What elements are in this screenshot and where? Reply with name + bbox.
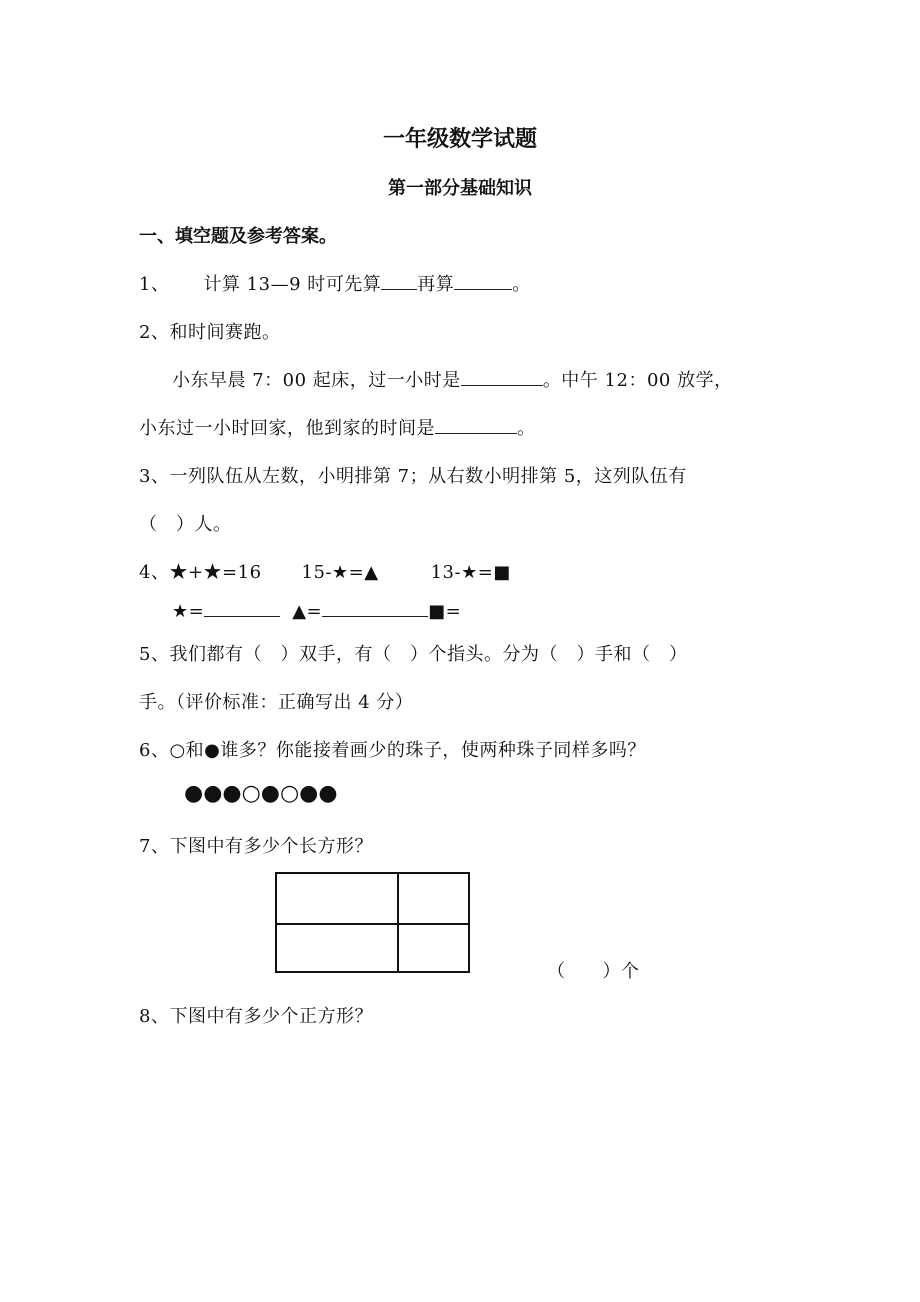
question-7-line: 7、下图中有多少个长方形？ [139, 836, 373, 857]
bead-row: ●●●○●○●● [184, 781, 338, 806]
question-4-number: 4、 [139, 562, 170, 583]
question-2-line-1 [172, 366, 733, 392]
question-5-line-1: 5、我们都有（ ）双手，有（ ）个指头。分为（ ）手和（ ） [139, 644, 688, 665]
page-title: 一年级数学试题 [382, 127, 537, 152]
answer-blank[interactable] [435, 415, 517, 434]
triangle-answer-label: ▲= [292, 601, 323, 622]
question-1-text-b: 再算 [417, 274, 455, 295]
equation-2: 15-★=▲ [301, 562, 379, 583]
triangle-answer-blank[interactable] [322, 598, 428, 617]
question-4-answers [172, 598, 461, 622]
question-2-heading: 2、和时间赛跑。 [139, 322, 281, 343]
rectangle-figure [275, 872, 470, 973]
question-1-number: 1、 [139, 274, 170, 295]
question-3-line-1: 3、一列队伍从左数，小明排第 7；从右数小明排第 5，这列队伍有 [139, 466, 687, 487]
answer-blank[interactable] [381, 271, 417, 290]
question-2-text: 小东过一小时回家，他到家的时间是 [139, 418, 435, 439]
answer-blank[interactable] [454, 271, 512, 290]
question-8-line: 8、下图中有多少个正方形？ [139, 1006, 373, 1027]
section-heading: 一、填空题及参考答案。 [139, 226, 337, 247]
question-4-equations [139, 558, 511, 584]
question-2-text: 。 [517, 418, 536, 439]
star-answer-blank[interactable] [204, 598, 280, 617]
question-1-text-a: 计算 13—9 时可先算 [203, 274, 382, 295]
equation-3: 13-★=■ [430, 562, 511, 583]
question-1 [139, 270, 531, 296]
page-subtitle: 第一部分基础知识 [388, 178, 532, 199]
question-3-line-2: （ ）人。 [139, 514, 232, 535]
question-2-line-2 [139, 414, 536, 440]
question-2-text: 。中午 12：00 放学， [542, 370, 733, 391]
figure-horizontal-divider [277, 923, 468, 925]
equation-1: ★+★=16 [169, 562, 262, 583]
question-6-line: 6、○和●谁多？你能接着画少的珠子，使两种珠子同样多吗？ [139, 740, 646, 761]
punctuation: 。 [512, 274, 531, 295]
star-answer-label: ★= [172, 601, 205, 622]
square-answer-label: ■= [428, 601, 462, 622]
question-2-text: 小东早晨 7：00 起床，过一小时是 [172, 370, 461, 391]
question-5-line-2: 手。（评价标准：正确写出 4 分） [139, 692, 414, 713]
answer-blank[interactable] [461, 367, 543, 386]
question-7-answer: （ ）个 [547, 961, 640, 982]
